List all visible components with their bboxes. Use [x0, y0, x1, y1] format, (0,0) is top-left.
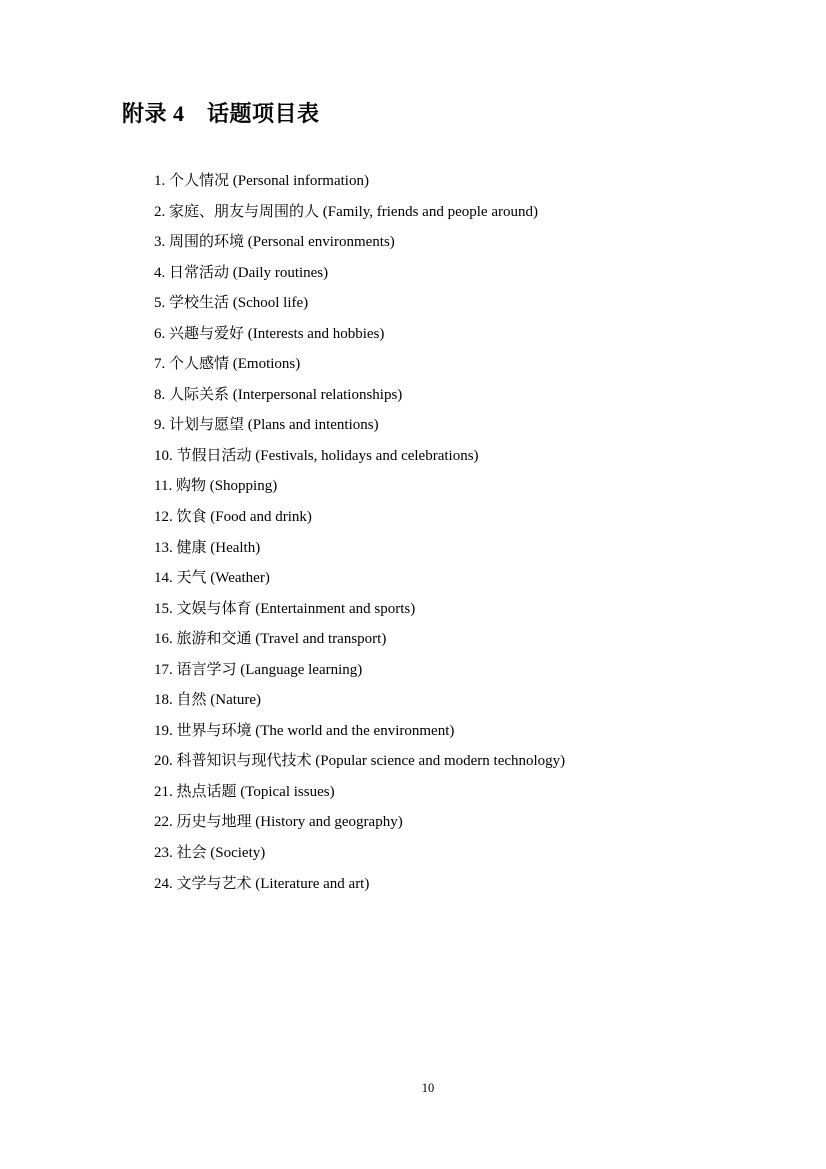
topic-list-item: 21. 热点话题 (Topical issues)	[154, 783, 335, 800]
topic-list-item: 24. 文学与艺术 (Literature and art)	[154, 875, 370, 892]
appendix-title: 附录 4 话题项目表	[122, 101, 320, 126]
topic-list-item: 11. 购物 (Shopping)	[154, 478, 278, 495]
topic-list-item: 6. 兴趣与爱好 (Interests and hobbies)	[154, 325, 385, 342]
topic-list-item: 16. 旅游和交通 (Travel and transport)	[154, 631, 387, 648]
topic-list-item: 15. 文娱与体育 (Entertainment and sports)	[154, 600, 416, 617]
topic-list-item: 4. 日常活动 (Daily routines)	[154, 264, 329, 281]
topic-list-item: 14. 天气 (Weather)	[154, 570, 270, 587]
topic-list	[154, 166, 565, 899]
topic-list-item: 10. 节假日活动 (Festivals, holidays and celebrations)	[154, 447, 479, 464]
topic-list-item: 7. 个人感情 (Emotions)	[154, 356, 301, 373]
topic-list-item: 5. 学校生活 (School life)	[154, 295, 309, 312]
topic-list-item: 18. 自然 (Nature)	[154, 692, 262, 709]
topic-list-item: 22. 历史与地理 (History and geography)	[154, 814, 403, 831]
topic-list-item: 20. 科普知识与现代技术 (Popular science and modern technology)	[154, 753, 566, 770]
topic-list-item: 1. 个人情况 (Personal information)	[154, 173, 369, 189]
topic-list-item: 23. 社会 (Society)	[154, 845, 266, 862]
topic-list-item: 19. 世界与环境 (The world and the environment)	[154, 722, 455, 739]
topic-list-item: 12. 饮食 (Food and drink)	[154, 509, 312, 526]
topic-list-item: 17. 语言学习 (Language learning)	[154, 661, 363, 678]
topic-list-item: 3. 周围的环境 (Personal environments)	[154, 234, 395, 251]
topic-list-item: 13. 健康 (Health)	[154, 539, 261, 556]
topic-list-item: 8. 人际关系 (Interpersonal relationships)	[154, 386, 403, 403]
page-number: 10	[421, 1081, 435, 1095]
topic-list-item: 2. 家庭、朋友与周围的人 (Family, friends and people around)	[154, 203, 538, 220]
topic-list-item: 9. 计划与愿望 (Plans and intentions)	[154, 417, 379, 434]
